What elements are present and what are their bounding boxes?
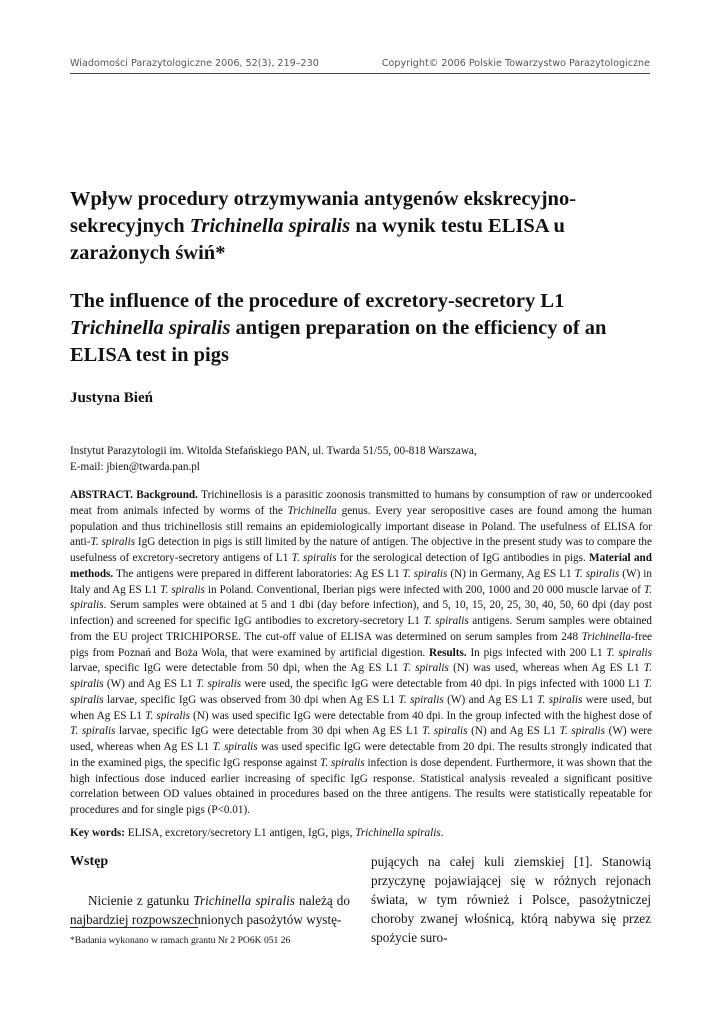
abstract-text: (W) and Ag ES L1 xyxy=(103,678,197,690)
abstract-species: T. spiralis xyxy=(559,725,605,738)
affiliation-address: Instytut Parazytologii im. Witolda Stefańskiego PAN, ul. Twarda 51/55, 00-818 Warszawa, xyxy=(70,445,477,457)
abstract-text: were used, but when Ag ES L1 xyxy=(70,693,653,722)
abstract-text: antigens. Serum samples were obtained from the EU project TRICHIPORSE. The cut-off value of ELISA was determined on serum samples from 248 xyxy=(70,615,652,643)
abstract-text: (N) was used, whereas when Ag ES L1 xyxy=(448,662,644,675)
abstract-species: T. spiralis xyxy=(291,552,337,564)
abstract-text: The antigens were prepared in different laboratories: Ag ES L1 xyxy=(113,567,403,580)
abstract-species: T. spiralis xyxy=(90,536,136,549)
abstract-species: T. spiralis xyxy=(537,693,583,706)
abstract xyxy=(70,488,652,819)
footnote: *Badania wykonano w ramach grantu Nr 2 PO6K 051 26 xyxy=(70,935,291,946)
abstract-species: T. spiralis xyxy=(196,678,242,690)
abstract-text: (W) were used, whereas when Ag ES L1 xyxy=(70,725,652,753)
abstract-text: In pigs infected with 200 L1 xyxy=(466,646,607,659)
abstract-text: IgG detection in pigs is still limited by the nature of antigen. The objective in the present study was to compare the usefulness of excretory-secretory antigens of L1 xyxy=(70,536,652,564)
abstract-species: T. spiralis xyxy=(70,678,652,706)
abstract-text: genus. Every year seropositive cases are found among the human population and thus trichinellosis still remains an epidemiologically important disease in Poland. The usefulness of ELISA for anti- xyxy=(70,504,652,549)
copyright-notice: Copyright© 2006 Polskie Towarzystwo Parazytologiczne xyxy=(381,58,650,69)
abstract-species: T. spiralis xyxy=(70,662,652,690)
abstract-species: T. spiralis xyxy=(574,567,620,580)
abstract-text: (W) in Italy and Ag ES L1 xyxy=(70,567,652,596)
footnote-rule xyxy=(70,927,198,928)
abstract-text: was used specific IgG were detectable from 20 dpi. The results strongly indicated that in the examined pigs, the specific IgG response against xyxy=(70,741,652,769)
abstract-text: (N) was used specific IgG were detectable from 40 dpi. In the group infected with the highest dose of xyxy=(189,709,652,722)
abstract-species: T. spiralis xyxy=(422,725,468,738)
title-english xyxy=(70,288,660,369)
abstract-species: T. spiralis xyxy=(319,756,365,769)
keywords-label: Key words: xyxy=(70,827,125,839)
abstract-species: T. spiralis xyxy=(70,583,653,612)
body-column-left xyxy=(70,852,350,929)
keywords-species: Trichinella spiralis xyxy=(355,827,441,839)
title-polish-species: Trichinella spiralis xyxy=(189,215,351,237)
abstract-label: ABSTRACT. Background. xyxy=(70,489,198,501)
abstract-text: infection is dose dependent. Furthermore, it was shown that the high infectious dose induced earlier increasing of specific IgG response. Statistical analysis revealed a significant positive correlation between OD values obtained in procedures based on the three antigens. The results were statistically repeatable for procedures and for single pigs (P<0.01). xyxy=(70,756,653,816)
abstract-text: Trichinellosis is a parasitic zoonosis transmitted to humans by consumption of raw or undercooked meat from animals infected by worms of the xyxy=(70,489,652,517)
abstract-text: for the serological detection of IgG antibodies in pigs. xyxy=(336,552,590,564)
journal-citation: Wiadomości Parazytologiczne 2006, 52(3), 219–230 xyxy=(70,58,319,69)
header-rule xyxy=(70,73,650,74)
abstract-text: larvae, specific IgG were detectable from 50 dpi, when the Ag ES L1 xyxy=(70,662,403,675)
affiliation xyxy=(70,443,650,475)
abstract-species: T. spiralis xyxy=(398,693,444,706)
abstract-text: (N) in Germany, Ag ES L1 xyxy=(447,567,575,580)
paragraph-continued: pujących na całej kuli ziemskiej [1]. Stanowią przyczynę pojawiającej się w różnych rejonach świata, w tym również i Polsce, pasożytniczej choroby zwanej włośnicą, którą nabywa się przez spożycie suro- xyxy=(371,854,651,945)
abstract-text: in Poland. Conventional, Iberian pigs were infected with 200, 1000 and 20 000 muscle larvae of xyxy=(204,583,644,596)
abstract-text: were used, the specific IgG were detectable from 40 dpi. In pigs infected with 1000 L1 xyxy=(241,678,644,690)
title-english-part1: The influence of the procedure of excretory-secretory L1 xyxy=(70,290,565,312)
abstract-methods-label: Material and methods. xyxy=(70,552,652,580)
abstract-text: larvae, specific IgG were detectable from 30 dpi when Ag ES L1 xyxy=(115,725,423,738)
author-name: Justyna Bień xyxy=(70,390,153,406)
abstract-species: T. spiralis xyxy=(606,646,652,659)
abstract-text: . Serum samples were obtained at 5 and 1 dbi (day before infection), and 5, 10, 15, 20, 25, 30, 40, 50, 60 dpi (day post infection) and screened for specific IgG antibodies to excretory-secretory L1 xyxy=(70,599,652,627)
keywords-text: ELISA, excretory/secretory L1 antigen, IgG, pigs, xyxy=(125,827,356,839)
abstract-genus: Trichinella xyxy=(287,504,337,517)
keywords-end: . xyxy=(440,827,444,839)
abstract-text: larvae, specific IgG was observed from 30 dpi when Ag ES L1 xyxy=(103,693,399,706)
abstract-species: T. spiralis xyxy=(160,583,205,596)
title-english-part2: antigen preparation on the efficiency of an ELISA test in pigs xyxy=(70,317,607,366)
abstract-text: -free pigs from Poznań and Boża Wola, that were examined by artificial digestion. xyxy=(70,630,652,659)
abstract-species: T. spiralis xyxy=(70,725,116,738)
paragraph-species: Trichinella spiralis xyxy=(193,893,295,908)
abstract-results-label: Results. xyxy=(429,646,467,659)
abstract-species: T. spiralis xyxy=(423,615,469,627)
abstract-species: T. spiralis xyxy=(402,662,449,675)
title-polish-part2: na wynik testu ELISA u zarażonych świń* xyxy=(70,215,565,264)
abstract-genus: Trichinella xyxy=(581,630,631,643)
section-heading: Wstęp xyxy=(70,854,109,869)
title-english-species: Trichinella spiralis xyxy=(70,317,231,339)
affiliation-email: E-mail: jbien@twarda.pan.pl xyxy=(70,461,200,473)
abstract-species: T. spiralis xyxy=(402,567,448,580)
paragraph-text: Nicienie z gatunku xyxy=(88,893,194,908)
abstract-species: T. spiralis xyxy=(212,741,258,753)
paragraph xyxy=(70,891,350,929)
abstract-text: (W) and Ag ES L1 xyxy=(443,693,538,706)
paragraph-text: należą do najbardziej rozpowszechnionych pasożytów wystę- xyxy=(70,893,350,927)
abstract-text: (N) and Ag ES L1 xyxy=(467,725,560,738)
abstract-species: T. spiralis xyxy=(145,709,190,722)
body-column-right xyxy=(371,852,651,947)
title-polish xyxy=(70,186,660,267)
title-polish-part1: Wpływ procedury otrzymywania antygenów ekskrecyjno-sekrecyjnych xyxy=(70,188,577,237)
keywords xyxy=(70,825,652,841)
